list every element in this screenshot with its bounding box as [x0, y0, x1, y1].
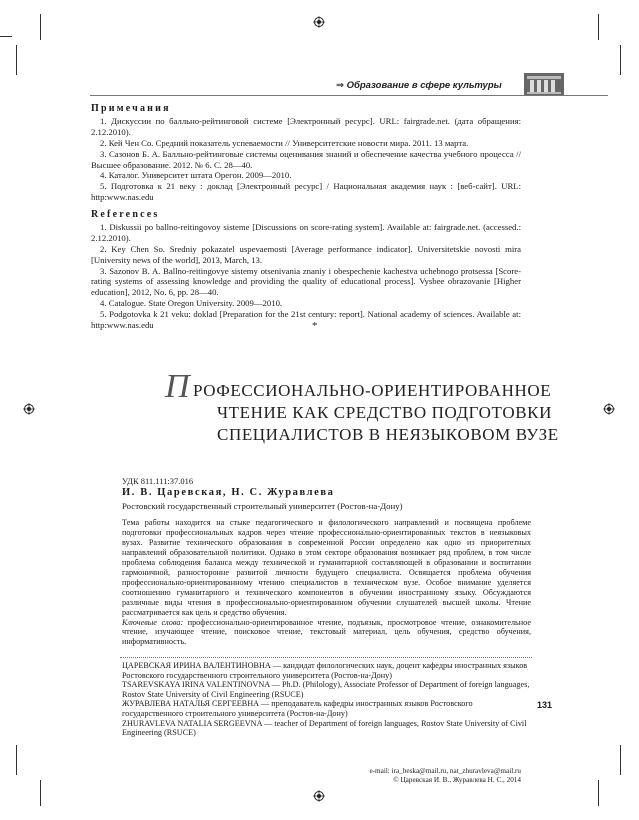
- crop-mark: [40, 780, 41, 806]
- crop-mark: [598, 780, 599, 806]
- title-line: ЧТЕНИЕ КАК СРЕДСТВО ПОДГОТОВКИ: [217, 403, 552, 422]
- crop-mark: [16, 45, 17, 75]
- page-number: 131: [537, 700, 553, 710]
- author-info: [122, 661, 532, 738]
- authors: И. В. Царевская, Н. С. Журавлева: [122, 487, 335, 498]
- crop-mark: [598, 14, 599, 40]
- crop-mark: [40, 14, 41, 40]
- registration-mark-icon: [313, 16, 325, 28]
- references-section: [91, 210, 521, 331]
- reference-item: 2. Key Chen So. Sredniy pokazatel uspevaemosti [Average performance indicator]. Universitetskie novosti mira [University news of the world], 2013, March, 13.: [91, 243, 521, 265]
- note-item: 1. Дискуссии по балльно-рейтинговой системе [Электронный ресурс]. URL: fairgrade.net. (дата обращения: 2.12.2010).: [91, 115, 521, 137]
- abstract-text: Тема работы находится на стыке педагогического и филологического направлений и посвящена проблеме подготовки профессиональных кадров через чтение профессионально-ориентированных текстов в неязыковых вузах. Развитие технического образования в современной России определено как одно из приоритетных направлений образовательной политики. Однако в этом секторе образования возникает ряд проблем, в том числе проблема соблюдения баланса между технической и гуманитарной составляющей в образовании и воспитании гармоничной, разносторонне развитой личности будущего специалиста. Освящается проблема обучения профессионально-ориентированному чтению специалистов в техническом вузе. Особое внимание уделяется соотношению гуманитарного и технического компонентов в обучении иностранному языку. Обсуждаются различные виды чтения в профессионально-ориентированном обучении слушателей высшей школы. Чтение рассматривается как цель и средство обучения.: [122, 518, 531, 617]
- references-title: References: [91, 209, 160, 220]
- note-item: 2. Кей Чен Со. Средний показатель успеваемости // Университетские новости мира. 2011. 13 марта.: [100, 137, 469, 148]
- crop-mark: [16, 745, 17, 775]
- notes-title: Примечания: [91, 103, 171, 114]
- running-header: ⇒ Образование в сфере культуры: [336, 80, 502, 91]
- reference-item: 3. Sazonov B. A. Ballno-reitingovye sistemy otsenivania znaniy i obespechenie kachestva uchebnogo protsessa [Score-rating systems of assessing knowledge and providing the quality of educational process]. Vysbee obrazovanie [Higher education], 2012, No. 6, pp. 28—40.: [91, 265, 521, 298]
- udk-code: УДК 811.111:37.016: [122, 476, 194, 486]
- abstract: [122, 518, 531, 647]
- reference-item: 1. Diskussii po ballno-reitingovoy sisteme [Discussions on score-rating system]. Available at: fairgrade.net. (accessed.: 2.12.2010).: [91, 221, 521, 243]
- note-item: 5. Подготовка к 21 веку : доклад [Электронный ресурс] / Национальная академия наук : [веб-сайт]. URL: http:www.nas.edu: [91, 181, 521, 203]
- title-line: РОФЕССИОНАЛЬНО-ОРИЕНТИРОВАННОЕ: [193, 381, 552, 400]
- registration-mark-icon: [23, 403, 35, 415]
- author-info-item: ЦАРЕВСКАЯ ИРИНА ВАЛЕНТИНОВНА — кандидат филологических наук, доцент кафедры иностранных языков Ростовского государственного строительного университета (Ростов-на-Дону): [122, 661, 528, 680]
- reference-item: 4. Catalogue. State Oregon University. 2009—2010.: [100, 298, 283, 309]
- section-end-mark: *: [312, 320, 318, 332]
- registration-mark-icon: [603, 403, 615, 415]
- footer-contacts: [369, 767, 521, 784]
- crop-mark: [620, 45, 621, 75]
- author-info-item: ЖУРАВЛЕВА НАТАЛЬЯ СЕРГЕЕВНА — преподаватель кафедры иностранных языков Ростовского государственного строительного университета (Ростов-на-Дону): [122, 699, 473, 718]
- note-item: 3. Сазонов Б. А. Балльно-рейтинговые системы оценивания знаний и обеспечение качества учебного процесса // Высшее образование. 2012. № 6. С. 28—40.: [91, 148, 521, 170]
- dotted-divider: [120, 657, 532, 658]
- notes-section: [91, 104, 521, 203]
- crop-mark: [620, 745, 621, 775]
- copyright: © Царевская И. В., Журавлева Н. С., 2014: [393, 775, 521, 784]
- note-item: 4. Каталог. Университет штата Орегон. 2009—2010.: [100, 170, 292, 181]
- registration-mark-icon: [313, 790, 325, 802]
- crop-mark: [0, 36, 12, 37]
- keywords: [122, 618, 531, 648]
- author-info-item: ZHURAVLEVA NATALIA SERGEEVNA — teacher of Department of foreign languages, Rostov State University of Civil Engineering (RSUCE): [122, 718, 527, 738]
- title-line: СПЕЦИАЛИСТОВ В НЕЯЗЫКОВОМ ВУЗЕ: [217, 425, 559, 444]
- email: e-mail: ira_beska@mail.ru, nat_zhuravleva@mail.ru: [369, 767, 521, 775]
- keywords-label: Ключевые слова:: [122, 617, 184, 627]
- title-initial: П: [165, 368, 190, 405]
- affiliation: Ростовский государственный строительный университет (Ростов-на-Дону): [122, 501, 403, 511]
- author-info-item: TSAREVSKAYA IRINA VALENTINOVNA — Ph.D. (Philology), Associate Professor of Department of foreign languages, Rostov State University of Civil Engineering (RSUCE): [122, 680, 530, 699]
- reference-item: 5. Podgotovka k 21 veku: doklad [Preparation for the 21st century: report]. National academy of sciences. Available at: http:www.nas.edu: [91, 309, 521, 331]
- column-logo-icon: [524, 71, 564, 97]
- keywords-text: профессионально-ориентированное чтение, подъязык, просмотровое чтение, ознакомительное чтение, изучающее чтение, поисковое чтение, текстовый материал, цель обучения, средство обучения, информативность.: [122, 617, 531, 647]
